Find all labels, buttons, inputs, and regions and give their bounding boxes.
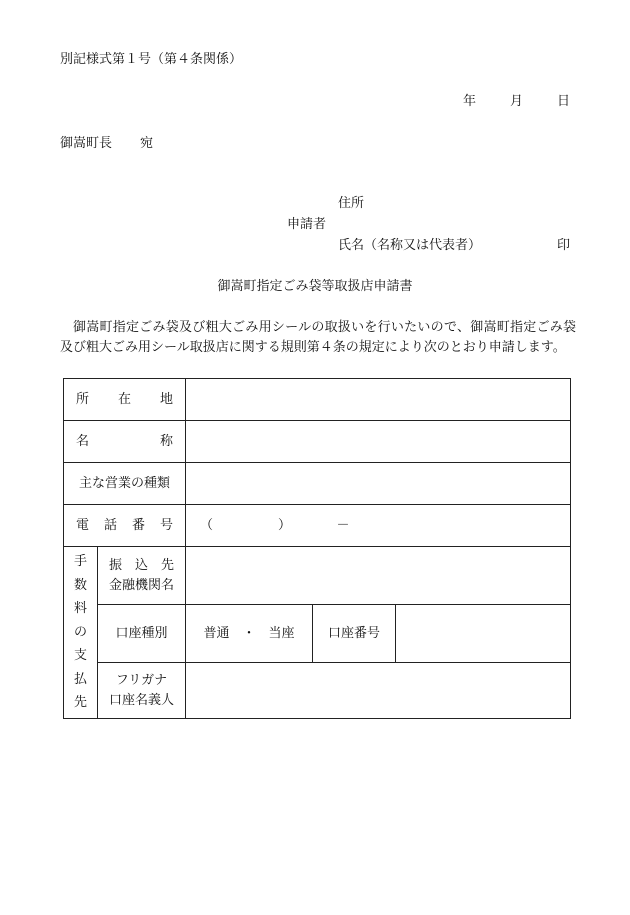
bank-label-line2: 金融機関名	[109, 577, 175, 593]
account-holder-label	[98, 663, 186, 719]
account-type-label: 口座種別	[98, 605, 186, 663]
body-paragraph: 御嵩町指定ごみ袋及び粗大ごみ用シールの取扱いを行いたいので、御嵩町指定ごみ袋及び粗大ごみ用シール取扱店に関する規則第４条の規定により次のとおり申請します。	[60, 320, 576, 355]
fee-char-1: 手	[73, 554, 87, 570]
account-holder-text: 口座名義人	[109, 692, 175, 708]
row-bank	[64, 547, 571, 605]
fee-char-3: 料	[73, 601, 87, 617]
name-char-1: 名	[76, 434, 90, 449]
location-label	[64, 379, 186, 421]
document-title: 御嵩町指定ごみ袋等取扱店申請書	[217, 279, 413, 294]
date-year-label: 年	[462, 94, 476, 109]
business-type-label: 主な営業の種類	[64, 463, 186, 505]
fee-char-7: 先	[73, 695, 87, 711]
phone-field[interactable]: （ ） －	[186, 505, 571, 547]
furigana-label: フリガナ	[115, 672, 168, 688]
date-line	[429, 95, 570, 108]
row-name	[64, 421, 571, 463]
applicant-label: 申請者	[287, 217, 327, 232]
bank-name-label	[98, 547, 186, 605]
business-type-field[interactable]	[186, 463, 571, 505]
account-holder-field[interactable]	[186, 663, 571, 719]
name-char-2: 称	[160, 434, 174, 449]
addressee	[60, 137, 153, 150]
row-account-holder	[64, 663, 571, 719]
phone-char-4: 号	[160, 518, 174, 533]
phone-char-1: 電	[76, 518, 90, 533]
fee-char-2: 数	[73, 577, 87, 593]
row-account-type	[64, 605, 571, 663]
phone-label	[64, 505, 186, 547]
form-number: 別記様式第１号（第４条関係）	[60, 52, 243, 67]
account-type-choice[interactable]: 普通 ・ 当座	[186, 605, 313, 663]
fee-payment-label	[64, 547, 98, 719]
addressee-suffix: 宛	[140, 136, 154, 151]
location-char-1: 所	[76, 392, 90, 407]
row-business-type	[64, 463, 571, 505]
name-field[interactable]	[186, 421, 571, 463]
bank-label-line1: 振 込 先	[109, 557, 175, 573]
applicant-address-label: 住所	[338, 196, 365, 211]
seal-mark: 印	[557, 238, 571, 253]
phone-char-3: 番	[132, 518, 146, 533]
phone-char-2: 話	[104, 518, 118, 533]
fee-char-5: 支	[73, 648, 87, 664]
addressee-name: 御嵩町長	[60, 136, 113, 151]
location-char-2: 在	[118, 392, 132, 407]
application-form-table	[63, 378, 571, 719]
name-label	[64, 421, 186, 463]
fee-char-4: の	[73, 624, 87, 640]
location-field[interactable]	[186, 379, 571, 421]
applicant-name-label: 氏名（名称又は代表者）	[338, 238, 482, 253]
date-month-label: 月	[509, 94, 523, 109]
row-location	[64, 379, 571, 421]
account-number-label: 口座番号	[313, 605, 396, 663]
fee-char-6: 払	[73, 671, 87, 687]
date-day-label: 日	[556, 94, 570, 109]
location-char-3: 地	[160, 392, 174, 407]
row-phone	[64, 505, 571, 547]
account-number-field[interactable]	[396, 605, 571, 663]
bank-name-field[interactable]	[186, 547, 571, 605]
